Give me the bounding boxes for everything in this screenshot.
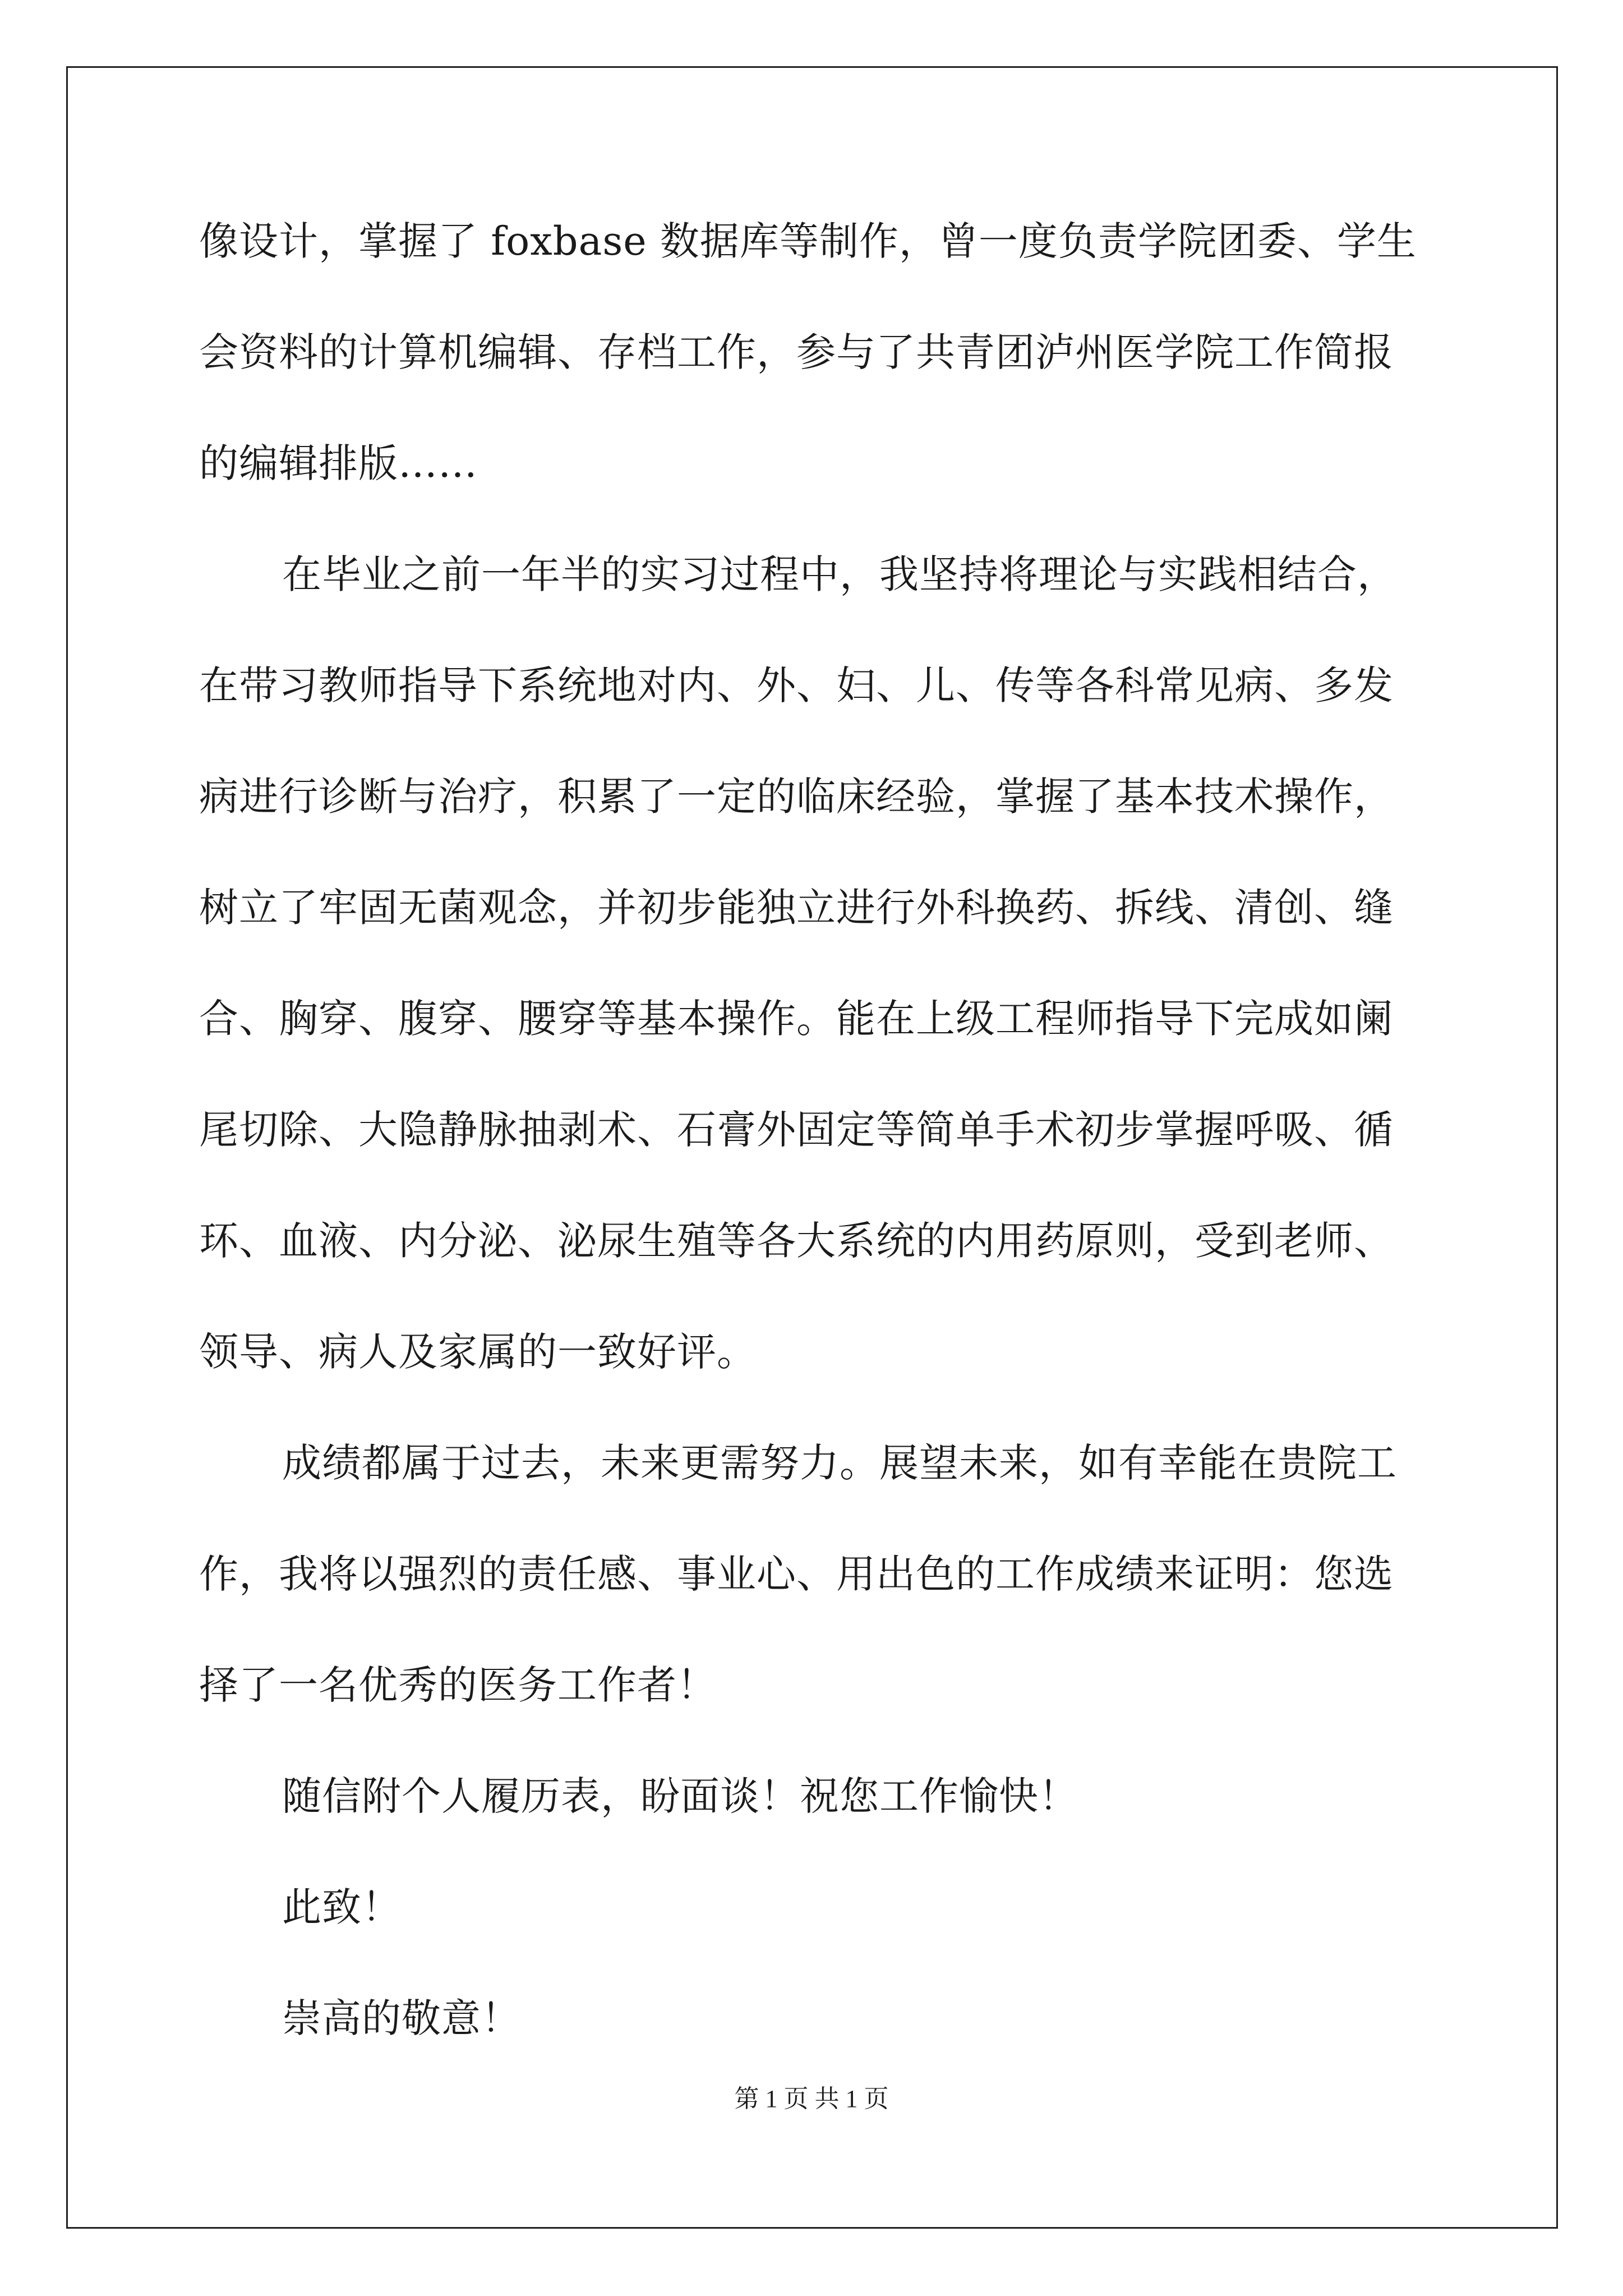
text-line: 在带习教师指导下系统地对内、外、妇、儿、传等各科常见病、多发	[199, 662, 1394, 708]
text-line: 环、血液、内分泌、泌尿生殖等各大系统的内用药原则，受到老师、	[199, 1218, 1394, 1264]
closing-line: 此致！	[282, 1884, 402, 1930]
text-line: 的编辑排版……	[199, 440, 478, 486]
text-line: 病进行诊断与治疗，积累了一定的临床经验，掌握了基本技术操作，	[199, 774, 1394, 820]
text-line: 择了一名优秀的医务工作者！	[199, 1662, 717, 1708]
text-line: 会资料的计算机编辑、存档工作，参与了共青团泸州医学院工作简报	[199, 329, 1394, 375]
text-line: 树立了牢固无菌观念，并初步能独立进行外科换药、拆线、清创、缝	[199, 885, 1394, 931]
document-body	[199, 213, 1424, 2101]
page-number-footer: 第 1 页 共 1 页	[734, 2085, 889, 2113]
text-line: 领导、病人及家属的一致好评。	[199, 1329, 757, 1375]
closing-line: 崇高的敬意！	[282, 1995, 521, 2041]
text-line: 作，我将以强烈的责任感、事业心、用出色的工作成绩来证明：您选	[199, 1551, 1394, 1597]
paragraph-start-line: 在毕业之前一年半的实习过程中，我坚持将理论与实践相结合，	[282, 551, 1397, 597]
text-line: 合、胸穿、腹穿、腰穿等基本操作。能在上级工程师指导下完成如阑	[199, 996, 1394, 1042]
paragraph-start-line: 随信附个人履历表，盼面谈！祝您工作愉快！	[282, 1773, 1078, 1819]
paragraph-start-line: 成绩都属于过去，未来更需努力。展望未来，如有幸能在贵院工	[282, 1440, 1397, 1486]
text-line: 像设计，掌握了 foxbase 数据库等制作，曾一度负责学院团委、学生	[199, 218, 1417, 264]
text-line: 尾切除、大隐静脉抽剥术、石膏外固定等简单手术初步掌握呼吸、循	[199, 1107, 1394, 1153]
